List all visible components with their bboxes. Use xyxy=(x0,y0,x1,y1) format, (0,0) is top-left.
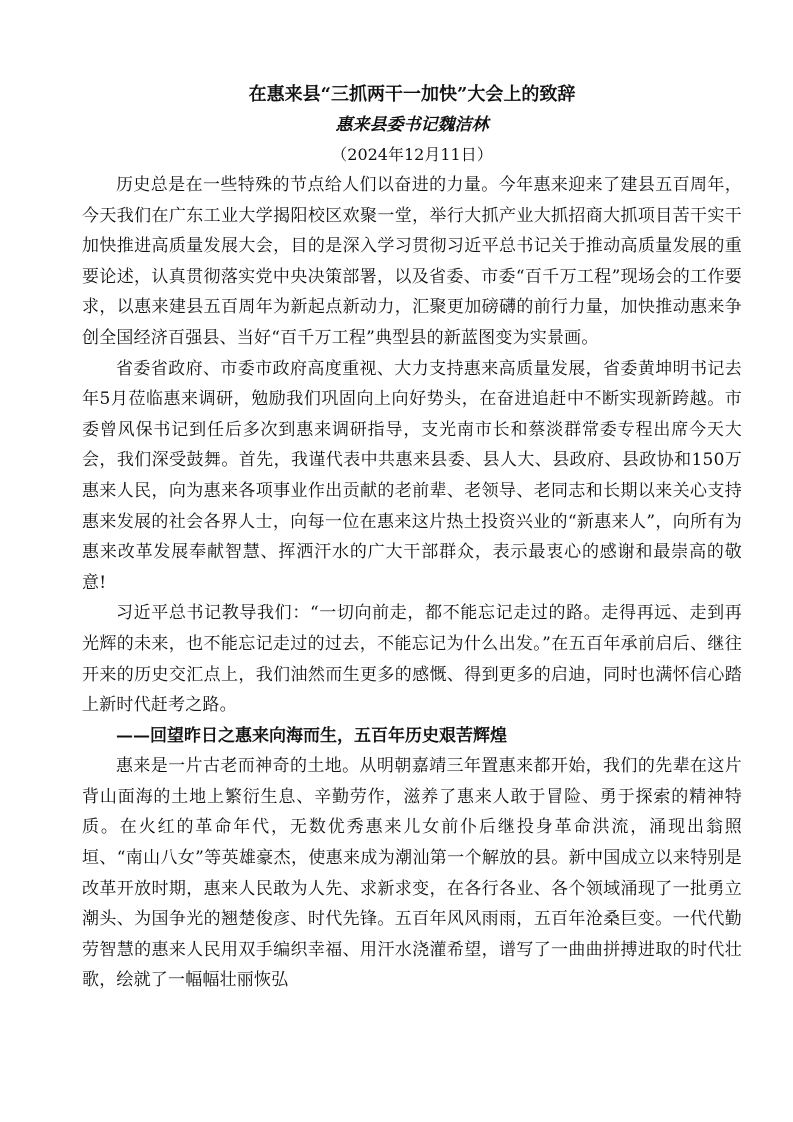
body-paragraph-1: 历史总是在一些特殊的节点给人们以奋进的力量。今年惠来迎来了建县五百周年，今天我们在广东工业大学揭阳校区欢聚一堂，举行大抓产业大抓招商大抓项目苦干实干加快推进高质量发展大会，目的是深入学习贯彻习近平总书记关于推动高质量发展的重要论述，认真贯彻落实党中央决策部署，以及省委、市委“百千万工程”现场会的工作要求，以惠来建县五百周年为新起点新动力，汇聚更加磅礴的前行力量，加快推动惠来争创全国经济百强县、当好“百千万工程”典型县的新蓝图变为实景画。 xyxy=(82,175,742,348)
body-paragraph-2: 省委省政府、市委市政府高度重视、大力支持惠来高质量发展，省委黄坤明书记去年5月莅临惠来调研，勉励我们巩固向上向好势头，在奋进追赶中不断实现新跨越。市委曾风保书记到任后多次到惠来调研指导，支光南市长和蔡淡群常委专程出席今天大会，我们深受鼓舞。首先，我谨代表中共惠来县委、县人大、县政府、县政协和150万惠来人民，向为惠来各项事业作出贡献的老前辈、老领导、老同志和长期以来关心支持惠来发展的社会各界人士，向每一位在惠来这片热土投资兴业的“新惠来人”，向所有为惠来改革发展奉献智慧、挥洒汗水的广大干部群众，表示最衷心的感谢和最崇高的敬意! xyxy=(82,358,742,593)
section-paragraph-1: 惠来是一片古老而神奇的土地。从明朝嘉靖三年置惠来都开始，我们的先辈在这片背山面海的土地上繁衍生息、辛勤劳作，滋养了惠来人敢于冒险、勇于探索的精神特质。在火红的革命年代，无数优秀惠来儿女前仆后继投身革命洪流，涌现出翁照垣、“南山八女”等英雄豪杰，使惠来成为潮汕第一个解放的县。新中国成立以来特别是改革开放时期，惠来人民敢为人先、求新求变，在各行各业、各个领域涌现了一批勇立潮头、为国争光的翘楚俊彦、时代先锋。五百年风风雨雨，五百年沧桑巨变。一代代勤劳智慧的惠来人民用双手编织幸福、用汗水浇灌希望，谱写了一曲曲拼搏进取的时代壮歌，绘就了一幅幅壮丽恢弘 xyxy=(82,756,742,991)
document-date: （2024年12月11日） xyxy=(331,145,493,164)
document-page xyxy=(82,80,742,996)
section-heading: ——回望昨日之惠来向海而生，五百年历史艰苦辉煌 xyxy=(116,725,507,746)
document-author: 惠来县委书记魏洁林 xyxy=(335,115,489,135)
document-title: 在惠来县“三抓两干一加快”大会上的致辞 xyxy=(248,84,576,105)
body-paragraph-3: 习近平总书记教导我们：“一切向前走，都不能忘记走过的路。走得再远、走到再光辉的未来，也不能忘记走过的过去，不能忘记为什么出发。”在五百年承前启后、继往开来的历史交汇点上，我们油然而生更多的感慨、得到更多的启迪，同时也满怀信心踏上新时代赶考之路。 xyxy=(82,603,742,716)
